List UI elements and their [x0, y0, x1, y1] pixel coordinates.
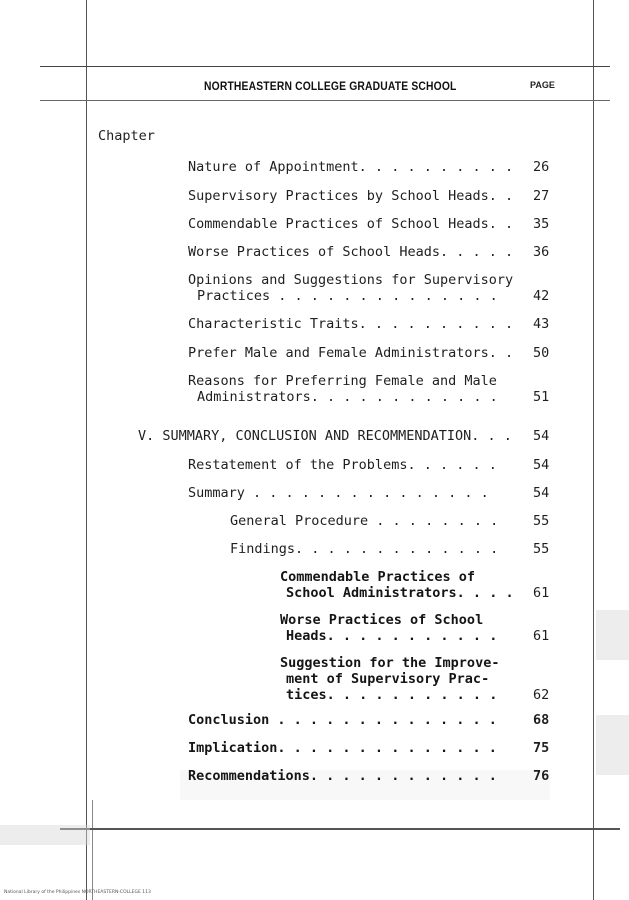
toc-entry-text: Commendable Practices of	[280, 569, 476, 585]
header-rule-bottom	[40, 100, 610, 101]
toc-entry-text-continued: Heads. . . . . . . . . . .	[286, 628, 498, 644]
toc-entry-text: Findings. . . . . . . . . . . . .	[230, 541, 499, 557]
toc-entry-page: 26	[533, 159, 550, 175]
toc-entry-page: 50	[533, 345, 550, 361]
toc-entry-page: 43	[533, 316, 550, 332]
page-header-page-label: PAGE	[530, 80, 555, 90]
toc-entry-page: 54	[533, 485, 550, 501]
toc-entry-page: 62	[533, 687, 550, 703]
toc-entry-text: Opinions and Suggestions for Supervisory	[188, 272, 514, 288]
toc-entry-text-continued: tices. . . . . . . . . . .	[286, 687, 498, 703]
toc-entry-page: 61	[533, 585, 550, 601]
toc-entry-page: 36	[533, 244, 550, 260]
toc-entry-text: Conclusion . . . . . . . . . . . . . .	[188, 712, 497, 728]
toc-entry-text: Nature of Appointment. . . . . . . . . .	[188, 159, 514, 175]
toc-entry-text-continued: Practices . . . . . . . . . . . . . .	[197, 288, 498, 304]
toc-entry-page: 54	[533, 457, 550, 473]
chapter-label: Chapter	[98, 128, 155, 144]
toc-entry-text-continued: Administrators. . . . . . . . . . . .	[197, 389, 498, 405]
toc-entry-page: 42	[533, 288, 550, 304]
toc-entry-page: 55	[533, 541, 550, 557]
toc-entry-text: Worse Practices of School	[280, 612, 484, 628]
left-margin-line-inner	[92, 800, 93, 900]
footer-rule	[60, 828, 620, 830]
page-header-title: NORTHEASTERN COLLEGE GRADUATE SCHOOL	[204, 79, 457, 93]
toc-entry-page: 75	[533, 740, 550, 756]
scan-noise	[596, 715, 629, 775]
toc-entry-text-continued: School Administrators. . . .	[286, 585, 514, 601]
left-margin-line	[86, 0, 87, 900]
right-margin-line	[593, 0, 594, 900]
toc-entry-page: 68	[533, 712, 550, 728]
toc-entry-text: Worse Practices of School Heads. . . . .	[188, 244, 514, 260]
toc-entry-text: Restatement of the Problems. . . . . .	[188, 457, 497, 473]
toc-entry-text: Implication. . . . . . . . . . . . . .	[188, 740, 497, 756]
toc-entry-text: Supervisory Practices by School Heads. .	[188, 188, 514, 204]
toc-entry-page: 27	[533, 188, 550, 204]
toc-entry-text: Reasons for Preferring Female and Male	[188, 373, 497, 389]
toc-entry-page: 76	[533, 768, 550, 784]
toc-entry-text: Recommendations. . . . . . . . . . . .	[188, 768, 497, 784]
toc-entry-page: 55	[533, 513, 550, 529]
toc-entry-page: 51	[533, 389, 550, 405]
chapter-heading: V. SUMMARY, CONCLUSION AND RECOMMENDATION. . .	[138, 428, 512, 444]
toc-entry-text: Suggestion for the Improve-	[280, 655, 500, 671]
toc-entry-text: General Procedure . . . . . . . .	[230, 513, 499, 529]
scan-noise	[0, 825, 90, 845]
toc-entry-page: 35	[533, 216, 550, 232]
toc-entry-page: 61	[533, 628, 550, 644]
toc-entry-text: Prefer Male and Female Administrators. .	[188, 345, 514, 361]
toc-entry-text: Characteristic Traits. . . . . . . . . .	[188, 316, 514, 332]
scan-footer-credit: National Library of the Philippines NORTHEASTERN-COLLEGE 113	[4, 890, 151, 895]
toc-entry-text-continued: ment of Supervisory Prac-	[286, 671, 490, 687]
toc-entry-text: Summary . . . . . . . . . . . . . . .	[188, 485, 489, 501]
toc-entry-page: 54	[533, 428, 550, 444]
toc-entry-text: Commendable Practices of School Heads. .	[188, 216, 514, 232]
header-rule-top	[40, 66, 610, 67]
scan-noise	[596, 610, 629, 660]
